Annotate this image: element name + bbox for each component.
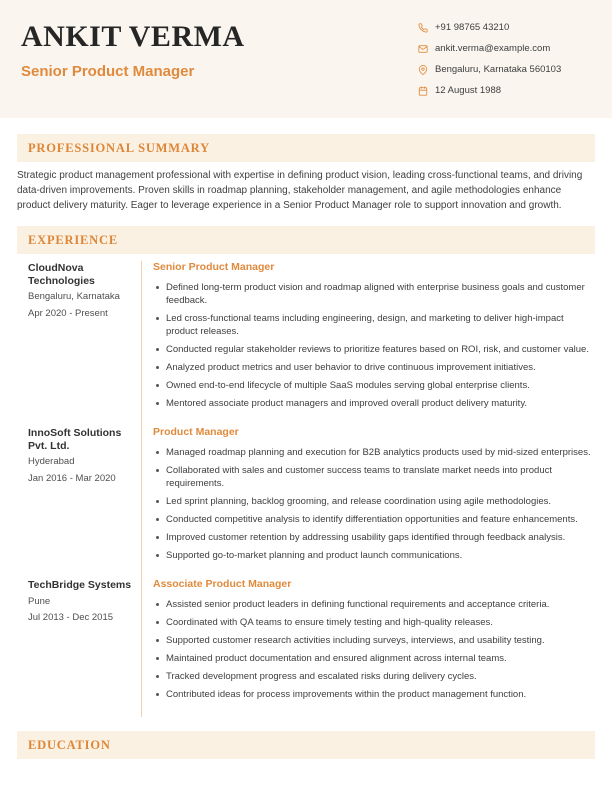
contact-block [418, 14, 596, 118]
job-bullets [153, 281, 595, 410]
experience-meta [17, 426, 141, 578]
bullet-item: Maintained product documentation and ensured alignment across internal teams. [153, 652, 595, 665]
contact-birthdate [418, 80, 596, 101]
experience-detail [141, 426, 595, 578]
bullet-item: Improved customer retention by addressing usability gaps identified through feedback analysis. [153, 531, 595, 544]
company-location: Bengaluru, Karnataka [28, 291, 120, 302]
bullet-item: Led cross-functional teams including engineering, design, and marketing to deliver high-impact product releases. [153, 312, 595, 338]
phone-icon [418, 23, 428, 33]
location-icon [418, 65, 428, 75]
section-header-summary [17, 134, 595, 162]
experience-meta [17, 261, 141, 426]
contact-location [418, 59, 596, 80]
bullet-item: Tracked development progress and escalated risks during delivery cycles. [153, 670, 595, 683]
company-location: Pune [28, 595, 51, 607]
section-header-experience [17, 226, 595, 254]
contact-email [418, 38, 596, 59]
company-location: Hyderabad [28, 456, 75, 467]
contact-phone [418, 17, 596, 38]
bullet-item: Supported customer research activities including surveys, interviews, and usability testing. [153, 634, 595, 647]
bullet-item: Conducted competitive analysis to identify differentiation opportunities and feature enhancements. [153, 513, 595, 526]
bullet-item: Collaborated with sales and customer success teams to translate market needs into product requirements. [153, 464, 595, 490]
person-headline: Senior Product Manager [21, 63, 195, 80]
section-header-education [17, 731, 595, 759]
employment-dates: Apr 2020 - Present [28, 307, 108, 319]
bullet-item: Owned end-to-end lifecycle of multiple SaaS modules serving global enterprise clients. [153, 379, 595, 392]
summary-heading: PROFESSIONAL SUMMARY [28, 140, 210, 155]
person-name: ANKIT VERMA [21, 20, 245, 53]
experience-detail [141, 261, 595, 426]
experience-heading: EXPERIENCE [28, 232, 118, 247]
resume-header [0, 0, 612, 118]
experience-entry [17, 426, 595, 578]
bullet-item: Conducted regular stakeholder reviews to prioritize features based on ROI, risk, and customer value. [153, 343, 595, 356]
bullet-item: Coordinated with QA teams to ensure timely testing and high-quality releases. [153, 616, 595, 629]
company-name: CloudNova Technologies [28, 262, 95, 287]
employment-dates: Jul 2013 - Dec 2015 [28, 612, 114, 623]
experience-entry [17, 578, 595, 717]
identity-block [21, 14, 245, 118]
education-heading: EDUCATION [28, 737, 111, 752]
bullet-item: Led sprint planning, backlog grooming, and release coordination using agile methodologies. [153, 495, 595, 508]
employment-dates: Jan 2016 - Mar 2020 [28, 472, 116, 484]
resume-body [0, 134, 612, 759]
experience-detail [141, 578, 595, 717]
job-title: Associate Product Manager [153, 578, 292, 590]
bullet-item: Defined long-term product vision and roadmap aligned with enterprise business goals and customer feedback. [153, 281, 595, 307]
job-title: Product Manager [153, 426, 239, 438]
bullet-item: Supported go-to-market planning and product launch communications. [153, 549, 595, 562]
contact-email-text: ankit.verma@example.com [435, 43, 551, 54]
bullet-item: Assisted senior product leaders in defining functional requirements and acceptance criteria. [153, 598, 595, 611]
contact-birthdate-text: 12 August 1988 [435, 85, 502, 96]
company-name: TechBridge Systems [28, 579, 132, 591]
company-name: InnoSoft Solutions Pvt. Ltd. [28, 427, 122, 452]
experience-meta [17, 578, 141, 717]
job-bullets [153, 598, 595, 701]
bullet-item: Analyzed product metrics and user behavior to drive continuous improvement initiatives. [153, 361, 595, 374]
job-title: Senior Product Manager [153, 261, 275, 273]
bullet-item: Contributed ideas for process improvements within the product management function. [153, 688, 595, 701]
experience-entry [17, 261, 595, 426]
contact-location-text: Bengaluru, Karnataka 560103 [435, 64, 562, 75]
calendar-icon [418, 86, 428, 96]
experience-list [17, 261, 595, 717]
contact-phone-text: +91 98765 43210 [435, 22, 510, 33]
job-bullets [153, 446, 595, 562]
bullet-item: Mentored associate product managers and improved overall product delivery maturity. [153, 397, 595, 410]
summary-paragraph: Strategic product management professional with expertise in defining product vision, leading cross-functional teams, and driving data-driven improvements. Proven skills in roadmap planning, stakeholder management, and agile methodologies enhance product delivery maturity. Eager to leverage experience in a Senior Product Manager role to support innovation and growth. [17, 170, 583, 211]
bullet-item: Managed roadmap planning and execution for B2B analytics products used by mid-sized enterprises. [153, 446, 595, 459]
email-icon [418, 44, 428, 54]
